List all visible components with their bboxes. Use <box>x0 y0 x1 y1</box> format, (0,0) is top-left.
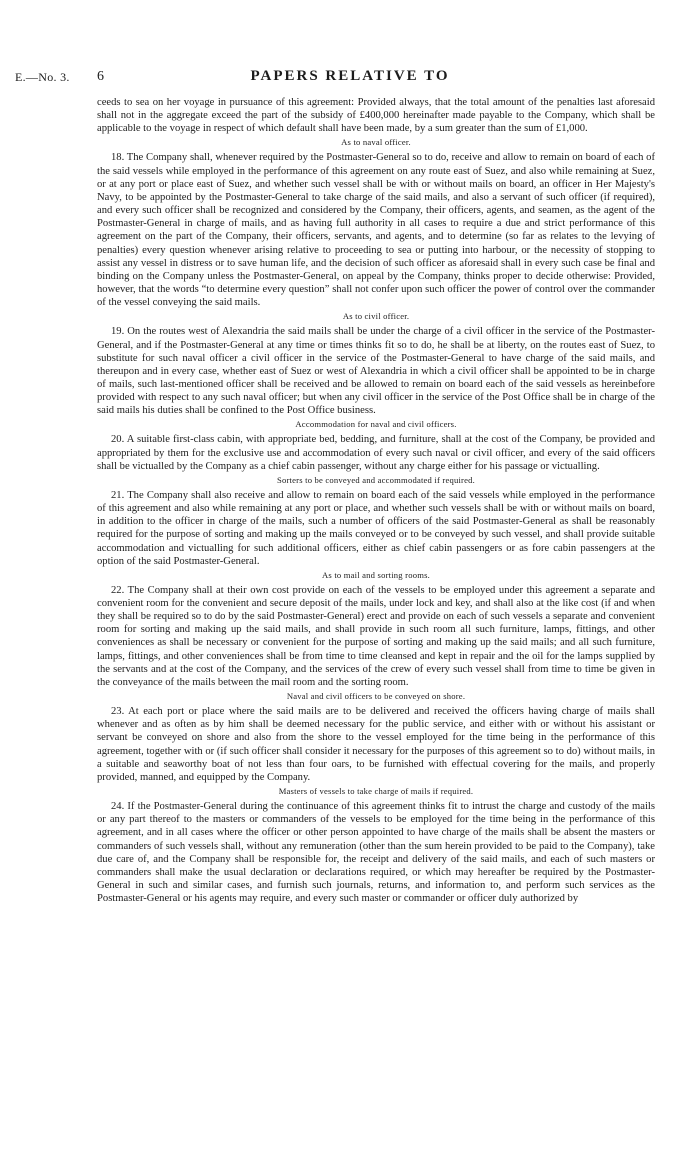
page-header <box>0 70 700 86</box>
marginal-heading: As to naval officer. <box>341 137 411 148</box>
page-number: 6 <box>97 69 104 84</box>
clause-19: 19. On the routes west of Alexandria the said mails shall be under the charge of a civil officer in the service of the Postmaster-General, and if the Postmaster-General at any time or times thinks fit so to do, he shall be at liberty, on the routes east of Suez, to substitute for such naval officer a civil officer in the service of the Postmaster-General to have charge of the said mails, and thereupon and in every case, whether east of Suez or west of Alexandria in which a civil officer shall be appointed to be in charge of mails, such last-mentioned officer shall be received and be allowed to remain on board each of the said vessels as hereinbefore provided with respect to any such naval officer; but when any civil officer in the service of the Post Office shall be in charge of the said mails his duties shall be confined to the Post Office business. <box>97 326 655 417</box>
running-title: PAPERS RELATIVE TO <box>250 68 450 84</box>
clause-24: 24. If the Postmaster-General during the continuance of this agreement thinks fit to intrust the charge and custody of the mails or any part thereof to the masters or commanders of the vessels to be employed for the time being in the performance of this agreement, and in all cases where the officer or other person appointed to have charge of the mails shall be absent the masters or commanders of such vessels shall, without any remuneration (other than the sum herein provided to be paid to the Company), take due care of, and the Company shall be responsible for, the receipt and delivery of the said mails, and each of such masters or commanders shall make the usual declaration or declarations required, or which may hereafter be required by the Postmaster-General in such and similar cases, and furnish such journals, returns, and information to, and perform such services as the Postmaster-General or his agents may require, and every such master or commander or officer duly authorized by <box>97 801 655 905</box>
document-reference: E.—No. 3. <box>15 70 70 84</box>
paragraph-continuation: ceeds to sea on her voyage in pursuance of this agreement: Provided always, that the total amount of the penalties last aforesaid shall not in the aggregate exceed the part of the subsidy of £400,000 hereinafter made payable to the Company, which shall be applicable to the voyage in respect of which default shall have been made, by a sum greater than the sum of £1,000. <box>97 97 655 135</box>
marginal-heading: Sorters to be conveyed and accommodated if required. <box>277 474 475 485</box>
document-body <box>97 96 655 905</box>
marginal-heading: As to mail and sorting rooms. <box>322 569 430 580</box>
clause-21: 21. The Company shall also receive and allow to remain on board each of the said vessels while employed in the performance of this agreement and also while remaining at any port or place, and whether such vessels shall be with or without mails on board, in addition to the officer in charge of the mails, such a number of officers of the said Postmaster-General as shall be reasonably required for the purpose of sorting and making up the mails conveyed or to be conveyed by such vessel, and shall provide suitable accommodation and victualling for such additional officers, either as chief cabin passengers or as fore cabin passengers at the option of the said Postmaster-General. <box>97 489 655 567</box>
marginal-heading: Masters of vessels to take charge of mails if required. <box>278 786 474 797</box>
marginal-heading: Accommodation for naval and civil officers. <box>295 419 457 430</box>
marginal-heading: Naval and civil officers to be conveyed on shore. <box>286 691 466 702</box>
marginal-heading: As to civil officer. <box>342 311 410 322</box>
clause-22: 22. The Company shall at their own cost provide on each of the vessels to be employed under this agreement a separate and convenient room for the convenient and secure deposit of the mails, under lock and key, and shall also at the like cost (if and when they shall be required so to do by the said Postmaster-General) erect and provide on each of such vessels a separate and convenient room for sorting and making up the said mails, and shall provide in such room all such furniture, lamps, fittings, and other conveniences as shall be necessary or convenient for the purpose of sorting and making up the said mails; and all such furniture, lamps, fittings, and other conveniences shall be from time to time cleansed and kept in repair and the oil for the lamps supplied by the servants and at the cost of the Company, and the services of the crew of every such vessel shall from time to time be given in the conveyance of the mails between the mail room and the sorting room. <box>97 584 655 688</box>
clause-20: 20. A suitable first-class cabin, with appropriate bed, bedding, and furniture, shall at the cost of the Company, be provided and appropriated by them for the exclusive use and accommodation of every such naval or civil officer, and every of the said officers shall be victualled by the Company as a chief cabin passenger, without any charge either for his passage or victualling. <box>97 434 655 472</box>
clause-23: 23. At each port or place where the said mails are to be delivered and received the officers having charge of mails shall whenever and as often as by him shall be deemed necessary for the public service, and either with or without his assistant or servant be conveyed on shore and also from the shore to the vessel employed for the time being in the performance of this agreement, together with or (if such officer shall consider it necessary for the purposes of this agreement so to do) without mails, in a suitable and seaworthy boat of not less than four oars, to be furnished with effectual covering for the mails, and properly provided, manned, and equipped by the Company. <box>97 706 655 783</box>
clause-18: 18. The Company shall, whenever required by the Postmaster-General so to do, receive and allow to remain on board of each of the said vessels while employed in the performance of this agreement on any route east of Suez, and also while remaining at Suez, or at any port or place east of Suez, and whether such vessel shall be with or without mails on board, an officer in Her Majesty's Navy, to be appointed by the Postmaster-General to take charge of the said mails, and also a servant of such officer (if required), and every such officer shall be recognized and considered by the Company, their officers, agents, and seamen, as the agent of the Postmaster-General in charge of mails, and as having full authority in all cases to require a due and strict performance of this agreement on the part of the Company, their officers, servants, and agents, and to determine (so far as relates to the levying of penalties) every question whenever arising relative to proceeding to sea or putting into harbour, or the necessity of stopping to assist any vessel in distress or to save human life, and the decision of such officer as aforesaid shall in every such case be final and binding on the Company unless the Postmaster-General, on appeal by the Company, thinks proper to decide otherwise: Provided, however, that the words “to determine every question” shall not confer upon such officer the power of control over the commander of the vessel conveying the said mails. <box>97 152 655 309</box>
